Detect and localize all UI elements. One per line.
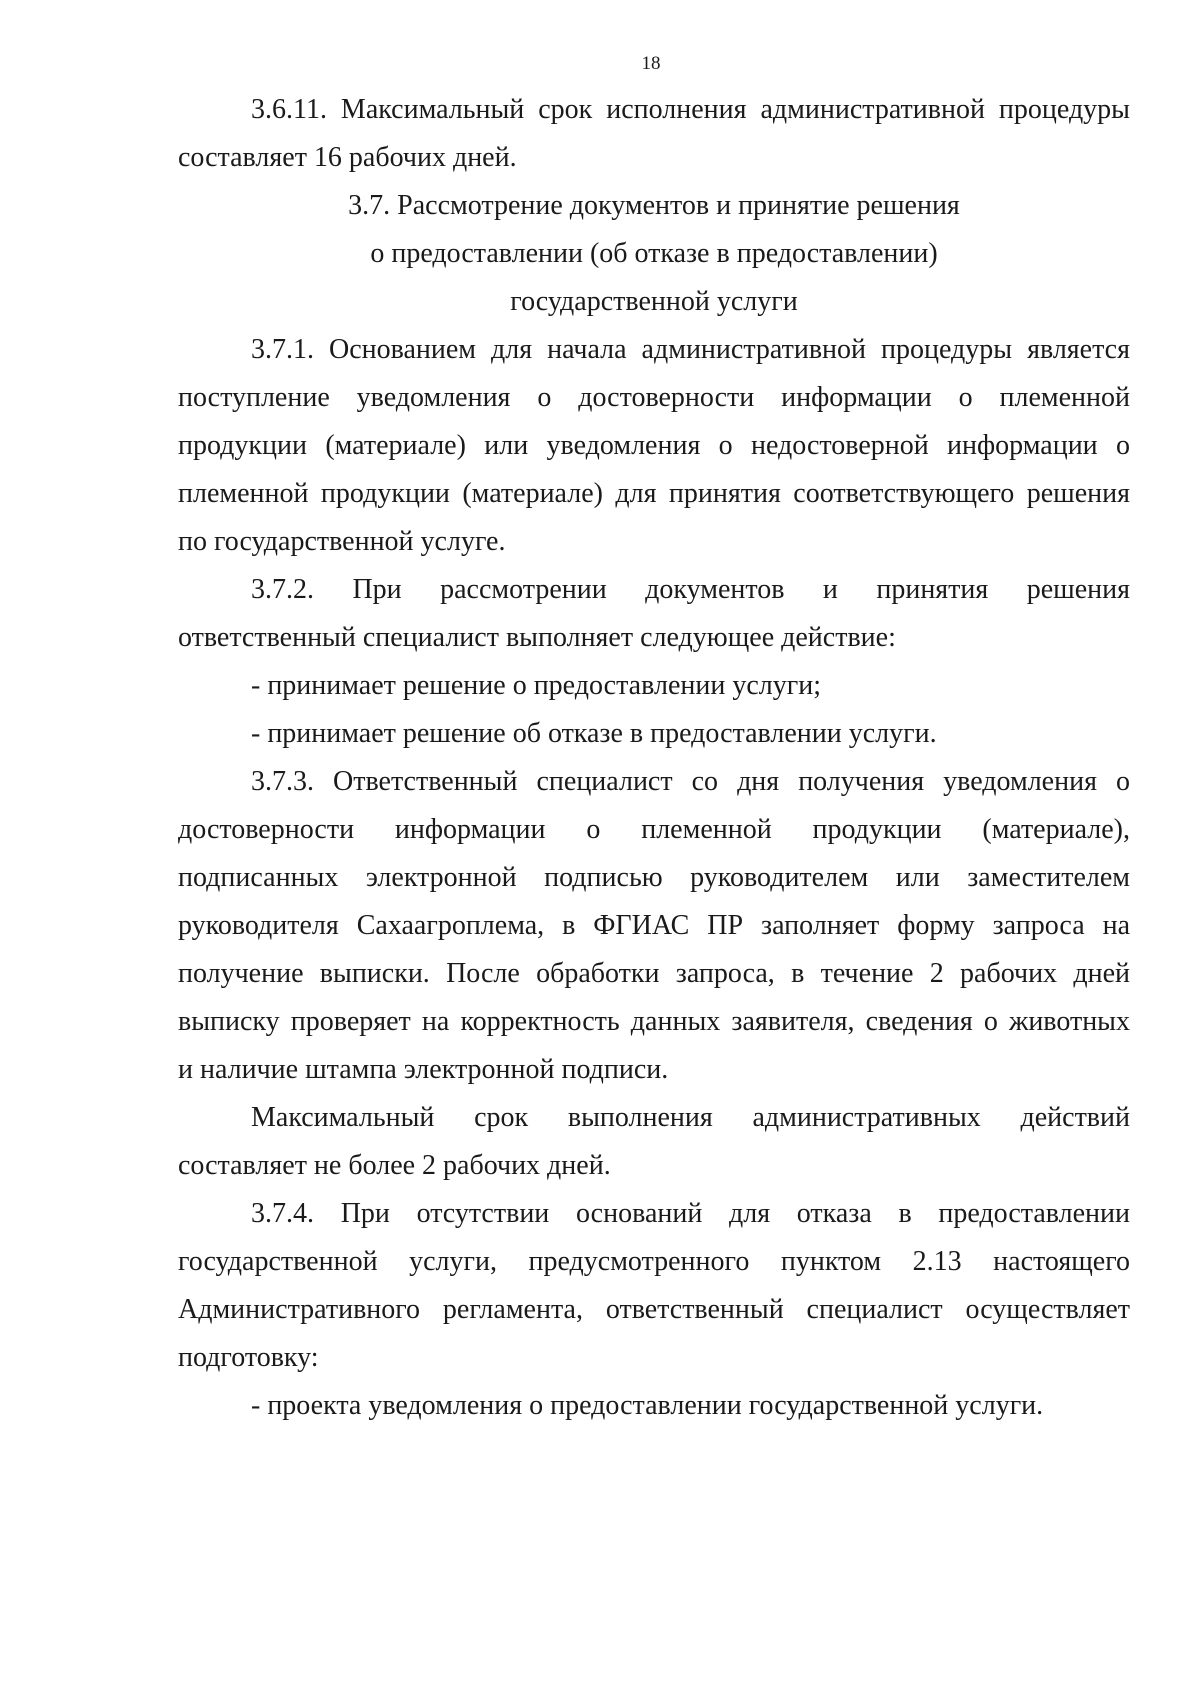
paragraph-3-7-2-line-1: 3.7.2. При рассмотрении документов и принятия решения bbox=[251, 574, 1130, 605]
paragraph-3-7-1-line-5: по государственной услуге. bbox=[178, 526, 506, 557]
paragraph-3-7-3-line-3: подписанных электронной подписью руководителем или заместителем bbox=[178, 862, 1130, 893]
list-item: - принимает решение о предоставлении услуги; bbox=[251, 670, 821, 701]
paragraph-3-7-3-line-4: руководителя Сахаагроплема, в ФГИАС ПР заполняет форму запроса на bbox=[178, 910, 1130, 941]
list-item: - принимает решение об отказе в предоставлении услуги. bbox=[251, 718, 937, 749]
paragraph-3-7-3-line-1: 3.7.3. Ответственный специалист со дня получения уведомления о bbox=[251, 766, 1130, 797]
paragraph-3-7-3-line-5: получение выписки. После обработки запроса, в течение 2 рабочих дней bbox=[178, 958, 1130, 989]
paragraph-3-7-4-line-4: подготовку: bbox=[178, 1342, 319, 1373]
paragraph-3-7-1-line-3: продукции (материале) или уведомления о недостоверной информации о bbox=[178, 430, 1130, 461]
section-heading-line-1: 3.7. Рассмотрение документов и принятие решения bbox=[348, 190, 960, 221]
page-number: 18 bbox=[641, 53, 661, 74]
paragraph-3-6-11-line-1: 3.6.11. Максимальный срок исполнения административной процедуры bbox=[251, 94, 1130, 125]
paragraph-3-7-1-line-2: поступление уведомления о достоверности информации о племенной bbox=[178, 382, 1130, 413]
paragraph-3-7-1-line-1: 3.7.1. Основанием для начала административной процедуры является bbox=[251, 334, 1130, 365]
paragraph-3-7-3-line-6: выписку проверяет на корректность данных заявителя, сведения о животных bbox=[178, 1006, 1130, 1037]
paragraph-3-7-1-line-4: племенной продукции (материале) для принятия соответствующего решения bbox=[178, 478, 1130, 509]
list-item: - проекта уведомления о предоставлении государственной услуги. bbox=[251, 1390, 1044, 1421]
section-heading-line-3: государственной услуги bbox=[510, 286, 798, 317]
paragraph-3-7-4-line-1: 3.7.4. При отсутствии оснований для отказа в предоставлении bbox=[251, 1198, 1130, 1229]
paragraph-max-term-line-1: Максимальный срок выполнения административных действий bbox=[251, 1102, 1130, 1133]
paragraph-max-term-line-2: составляет не более 2 рабочих дней. bbox=[178, 1150, 611, 1181]
paragraph-3-7-4-line-2: государственной услуги, предусмотренного пунктом 2.13 настоящего bbox=[178, 1246, 1130, 1277]
paragraph-3-6-11-line-2: составляет 16 рабочих дней. bbox=[178, 142, 517, 173]
document-body bbox=[178, 86, 1130, 1430]
paragraph-3-7-2-line-2: ответственный специалист выполняет следующее действие: bbox=[178, 622, 896, 653]
paragraph-3-7-3-line-2: достоверности информации о племенной продукции (материале), bbox=[178, 814, 1130, 845]
section-heading-line-2: о предоставлении (об отказе в предоставлении) bbox=[370, 238, 938, 269]
paragraph-3-7-3-line-7: и наличие штампа электронной подписи. bbox=[178, 1054, 669, 1085]
paragraph-3-7-4-line-3: Административного регламента, ответственный специалист осуществляет bbox=[178, 1294, 1130, 1325]
